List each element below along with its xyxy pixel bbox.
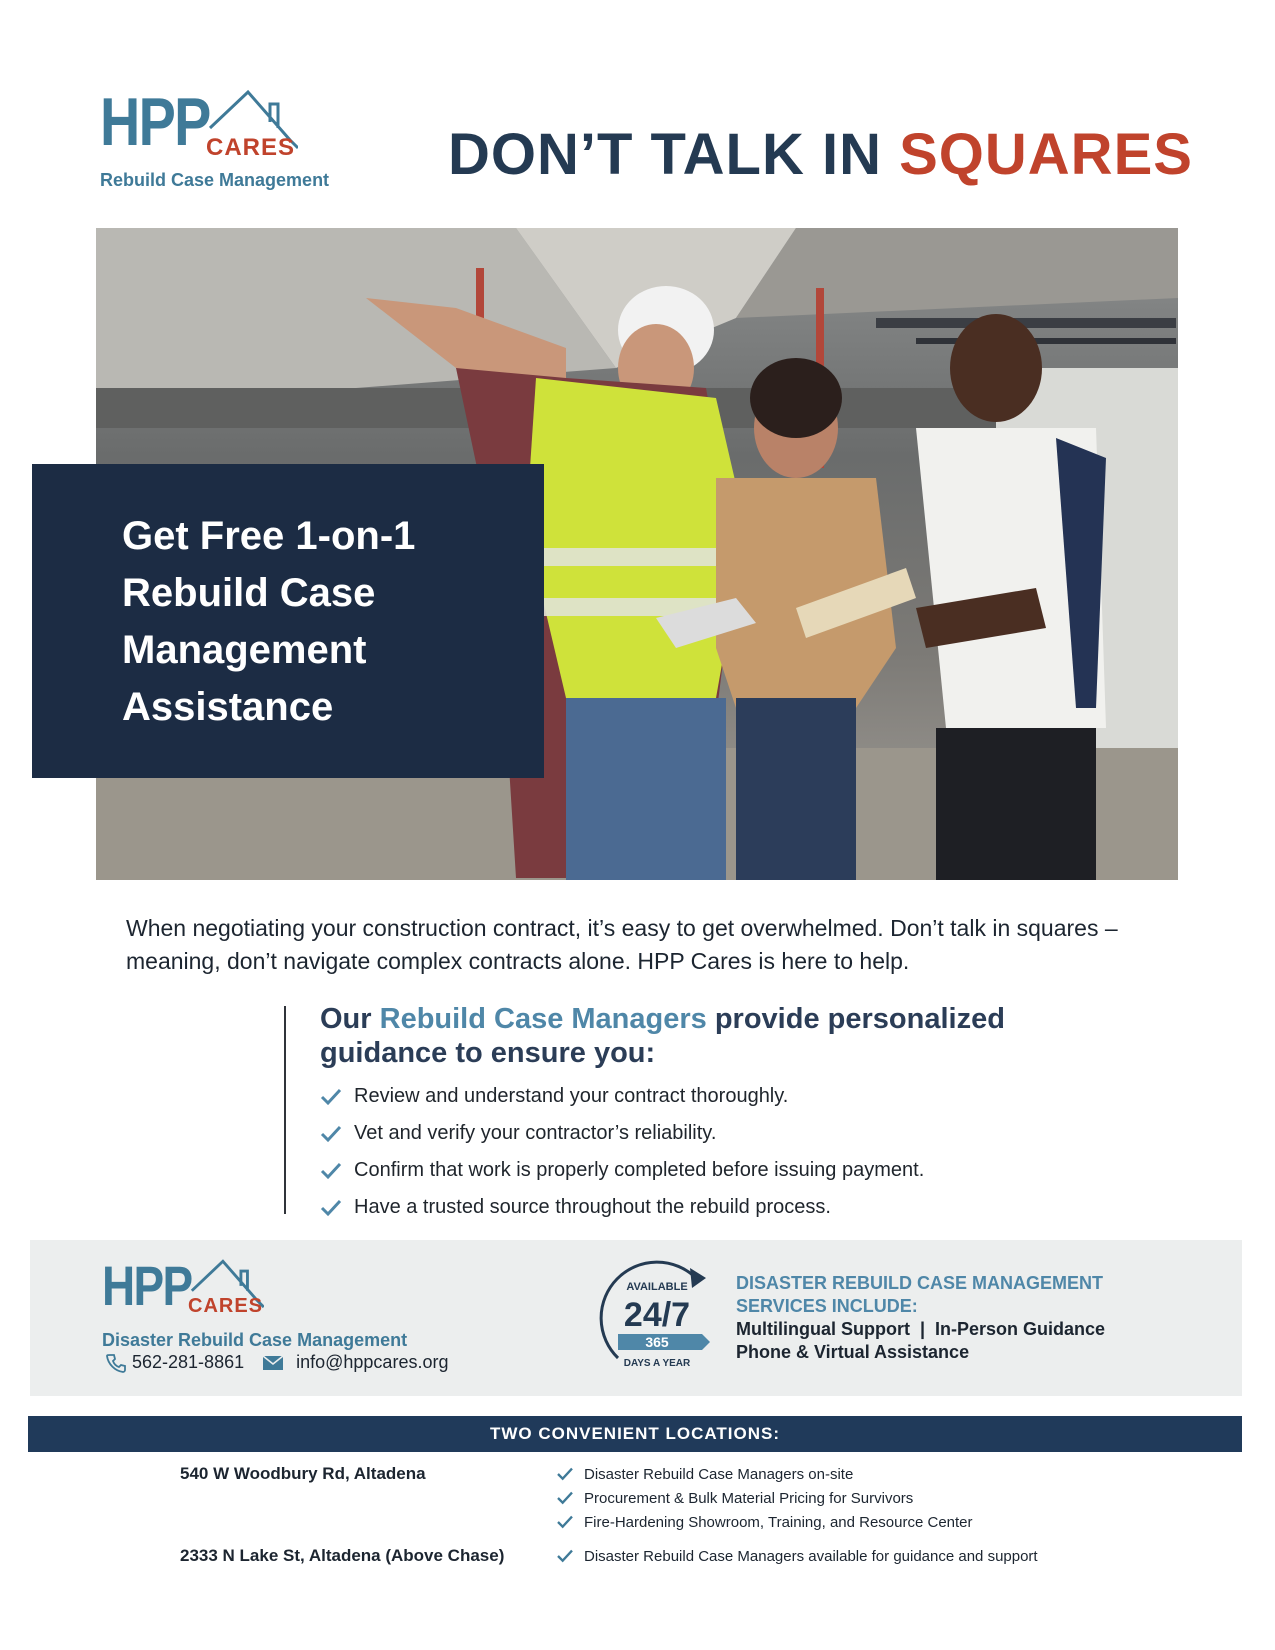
phone-link[interactable]: 562-281-8861 <box>132 1352 245 1372</box>
benefits-heading-end: provide personalized guidance to ensure you: <box>320 1003 1005 1069</box>
location-features-1 <box>556 1462 973 1534</box>
logo-hpp-text: HPP <box>100 84 210 160</box>
hpp-cares-logo <box>100 84 360 198</box>
badge-365: 365 <box>645 1334 669 1350</box>
check-icon <box>320 1125 342 1143</box>
intro-paragraph: When negotiating your construction contract, it’s easy to get overwhelmed. Don’t talk in squares – meaning, don’t navigate complex contracts alone. HPP Cares is here to help. <box>126 915 1118 974</box>
check-icon <box>320 1088 342 1106</box>
benefit-text: Vet and verify your contractor’s reliability. <box>354 1122 717 1144</box>
hpp-cares-logo-small <box>102 1254 422 1350</box>
services-line-2: Phone & Virtual Assistance <box>736 1342 970 1362</box>
list-item <box>320 1152 924 1189</box>
badge-days: DAYS A YEAR <box>623 1358 691 1369</box>
page-headline <box>448 122 1193 187</box>
logo-cares-text: CARES <box>188 1295 264 1317</box>
feature-text: Procurement & Bulk Material Pricing for Survivors <box>584 1489 914 1507</box>
locations-bar <box>28 1416 1242 1452</box>
services-line-1: Multilingual Support | In-Person Guidance <box>736 1319 1106 1339</box>
services-heading-2: SERVICES INCLUDE: <box>736 1296 918 1316</box>
email-link[interactable]: info@hppcares.org <box>296 1352 449 1372</box>
logo-hpp-text: HPP <box>102 1254 192 1317</box>
benefit-text: Have a trusted source throughout the rebuild process. <box>354 1196 831 1218</box>
list-item <box>556 1486 973 1510</box>
check-icon <box>556 1491 574 1505</box>
check-icon <box>556 1515 574 1529</box>
badge-247: 24/7 <box>623 1296 691 1334</box>
benefit-text: Confirm that work is properly completed before issuing payment. <box>354 1159 925 1181</box>
location-address-1: 540 W Woodbury Rd, Altadena <box>180 1464 426 1483</box>
benefits-list <box>320 1078 924 1226</box>
headline-main: DON’T TALK IN <box>448 122 882 187</box>
list-item <box>556 1510 973 1534</box>
services-block <box>736 1272 1156 1364</box>
email-icon <box>262 1355 284 1371</box>
logo-subtitle: Rebuild Case Management <box>100 170 330 190</box>
check-icon <box>556 1549 574 1563</box>
contact-info-box <box>30 1240 1242 1396</box>
hero-overlay-text: Get Free 1-on-1 Rebuild Case Management Assistance <box>122 514 416 729</box>
location-features-2 <box>556 1544 1038 1568</box>
hero-overlay-box <box>32 464 544 778</box>
check-icon <box>556 1467 574 1481</box>
services-heading-1: DISASTER REBUILD CASE MANAGEMENT <box>736 1273 1104 1293</box>
feature-text: Disaster Rebuild Case Managers available for guidance and support <box>584 1547 1038 1565</box>
benefits-heading <box>320 1002 1100 1070</box>
headline-accent: SQUARES <box>899 122 1193 187</box>
list-item <box>320 1078 924 1115</box>
locations-title: TWO CONVENIENT LOCATIONS: <box>489 1424 781 1443</box>
benefits-divider <box>284 1006 286 1214</box>
check-icon <box>320 1162 342 1180</box>
logo-subtitle: Disaster Rebuild Case Management <box>102 1330 408 1350</box>
benefits-heading-highlight: Rebuild Case Managers <box>379 1003 707 1035</box>
feature-text: Fire-Hardening Showroom, Training, and Resource Center <box>584 1513 973 1531</box>
list-item <box>320 1189 924 1226</box>
benefit-text: Review and understand your contract thoroughly. <box>354 1085 789 1107</box>
list-item <box>320 1115 924 1152</box>
list-item <box>556 1544 1038 1568</box>
phone-icon <box>106 1353 126 1373</box>
benefits-heading-start: Our <box>320 1003 372 1035</box>
feature-text: Disaster Rebuild Case Managers on-site <box>584 1465 854 1483</box>
list-item <box>556 1462 973 1486</box>
logo-cares-text: CARES <box>206 134 296 161</box>
badge-available: AVAILABLE <box>626 1281 688 1293</box>
availability-badge <box>598 1254 716 1382</box>
contact-line <box>106 1352 448 1373</box>
location-address-2: 2333 N Lake St, Altadena (Above Chase) <box>180 1546 505 1565</box>
check-icon <box>320 1199 342 1217</box>
